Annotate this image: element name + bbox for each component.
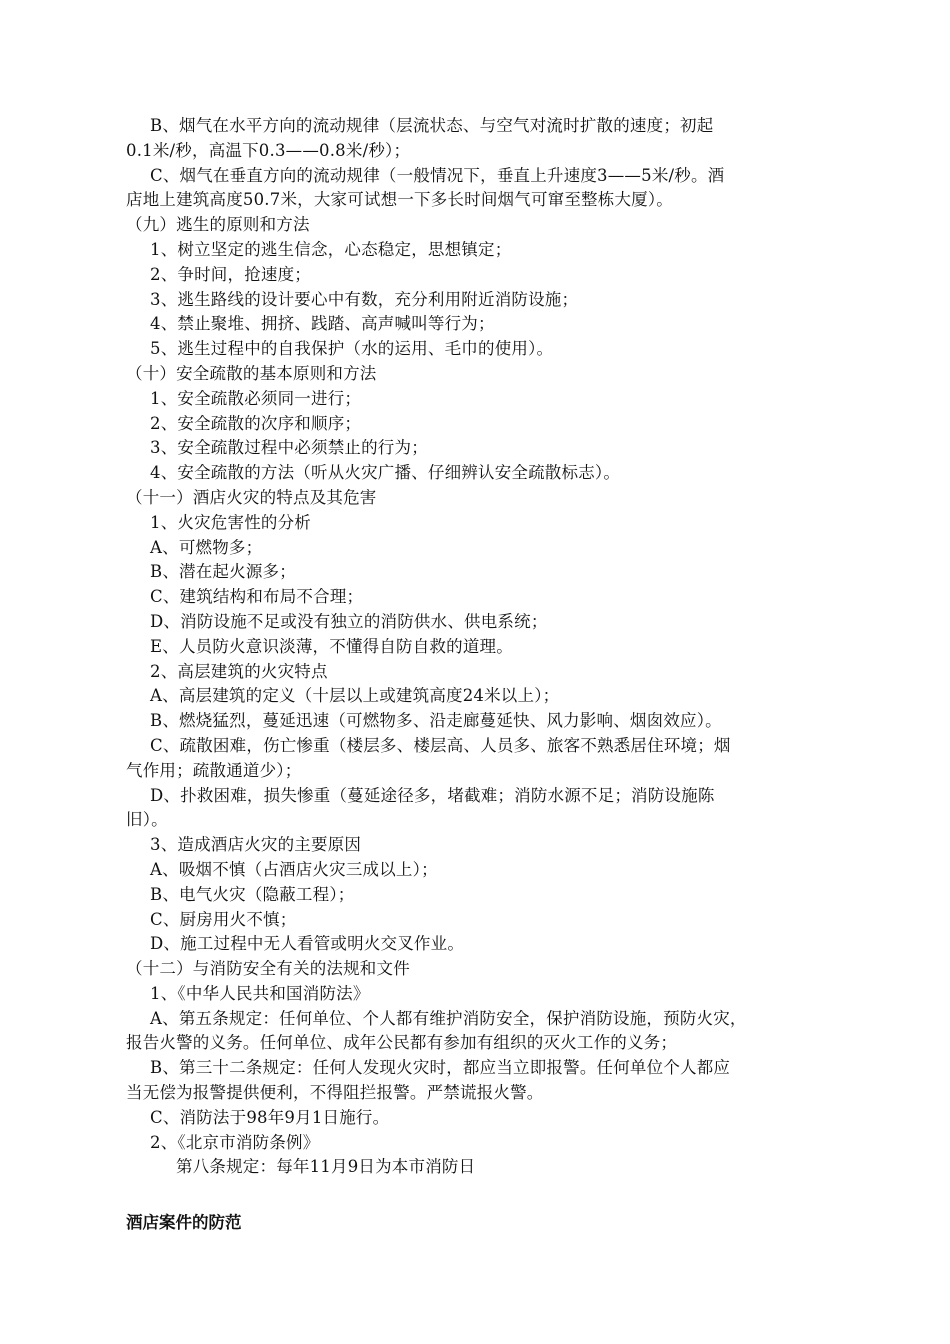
text-line: 1、安全疏散必须同一进行； [150, 388, 362, 408]
text-line: 1、《中华人民共和国消防法》 [150, 983, 370, 1003]
text-line: C、厨房用火不慎； [150, 909, 297, 929]
text-line: A、第五条规定：任何单位、个人都有维护消防安全，保护消防设施，预防火灾， [150, 1008, 747, 1028]
text-line: C、烟气在垂直方向的流动规律（一般情况下，垂直上升速度3——5米/秒。酒 [150, 165, 725, 185]
text-line: 2、《北京市消防条例》 [150, 1132, 320, 1152]
text-line: D、扑救困难，损失惨重（蔓延途径多，堵截难；消防水源不足；消防设施陈 [150, 785, 715, 805]
text-line: （十）安全疏散的基本原则和方法 [126, 363, 377, 383]
text-line: B、电气火灾（隐蔽工程）； [150, 884, 355, 904]
text-line: C、建筑结构和布局不合理； [150, 587, 364, 607]
text-line: D、消防设施不足或没有独立的消防供水、供电系统； [150, 611, 548, 631]
text-line: 1、树立坚定的逃生信念，心态稳定，思想镇定； [150, 239, 512, 259]
text-line: 3、安全疏散过程中必须禁止的行为； [150, 438, 428, 458]
text-line: （九）逃生的原则和方法 [126, 215, 310, 235]
text-line: 2、安全疏散的次序和顺序； [150, 413, 362, 433]
text-line: 1、火灾危害性的分析 [150, 512, 311, 532]
text-line: B、燃烧猛烈，蔓延迅速（可燃物多、沿走廊蔓延快、风力影响、烟囱效应）。 [150, 711, 722, 731]
text-line: 第八条规定：每年11月9日为本市消防日 [176, 1157, 476, 1177]
text-line: E、人员防火意识淡薄，不懂得自防自救的道理。 [150, 636, 513, 656]
text-line: B、烟气在水平方向的流动规律（层流状态、与空气对流时扩散的速度；初起 [150, 116, 714, 135]
text-line: C、疏散困难，伤亡惨重（楼层多、楼层高、人员多、旅客不熟悉居住环境；烟 [150, 735, 731, 755]
text-line: 4、安全疏散的方法（听从火灾广播、仔细辨认安全疏散标志）。 [150, 463, 621, 483]
text-line: A、吸烟不慎（占酒店火灾三成以上）； [150, 859, 438, 879]
text-line: 报告火警的义务。任何单位、成年公民都有参加有组织的灭火工作的义务； [126, 1033, 678, 1053]
text-line: （十二）与消防安全有关的法规和文件 [126, 959, 410, 979]
text-line: C、消防法于98年9月1日施行。 [150, 1107, 390, 1127]
text-line: B、第三十二条规定：任何人发现火灾时，都应当立即报警。任何单位个人都应 [150, 1058, 731, 1078]
text-line: （十一）酒店火灾的特点及其危害 [126, 487, 377, 507]
text-line: 4、禁止聚堆、拥挤、践踏、高声喊叫等行为； [150, 314, 495, 334]
text-line: 旧）。 [126, 810, 168, 830]
text-line: 3、逃生路线的设计要心中有数，充分利用附近消防设施； [150, 289, 579, 309]
text-line: 2、争时间，抢速度； [150, 264, 311, 284]
text-line: 店地上建筑高度50.7米，大家可试想一下多长时间烟气可窜至整栋大厦）。 [126, 190, 673, 210]
text-line: 当无偿为报警提供便利，不得阻拦报警。严禁谎报火警。 [126, 1083, 544, 1103]
text-line: A、可燃物多； [150, 537, 263, 557]
text-line: 0.1米/秒，高温下0.3——0.8米/秒）； [126, 140, 411, 160]
section-heading: 酒店案件的防范 [126, 1213, 242, 1232]
text-line: B、潜在起火源多； [150, 562, 296, 582]
text-line: 3、造成酒店火灾的主要原因 [150, 835, 362, 855]
text-line: 气作用；疏散通道少）； [126, 760, 302, 780]
text-line: D、施工过程中无人看管或明火交叉作业。 [150, 934, 465, 954]
text-line: 2、高层建筑的火灾特点 [150, 661, 328, 681]
document-body [126, 114, 826, 1180]
text-line: 5、逃生过程中的自我保护（水的运用、毛巾的使用）。 [150, 339, 554, 359]
text-line: A、高层建筑的定义（十层以上或建筑高度24米以上）； [150, 686, 560, 706]
